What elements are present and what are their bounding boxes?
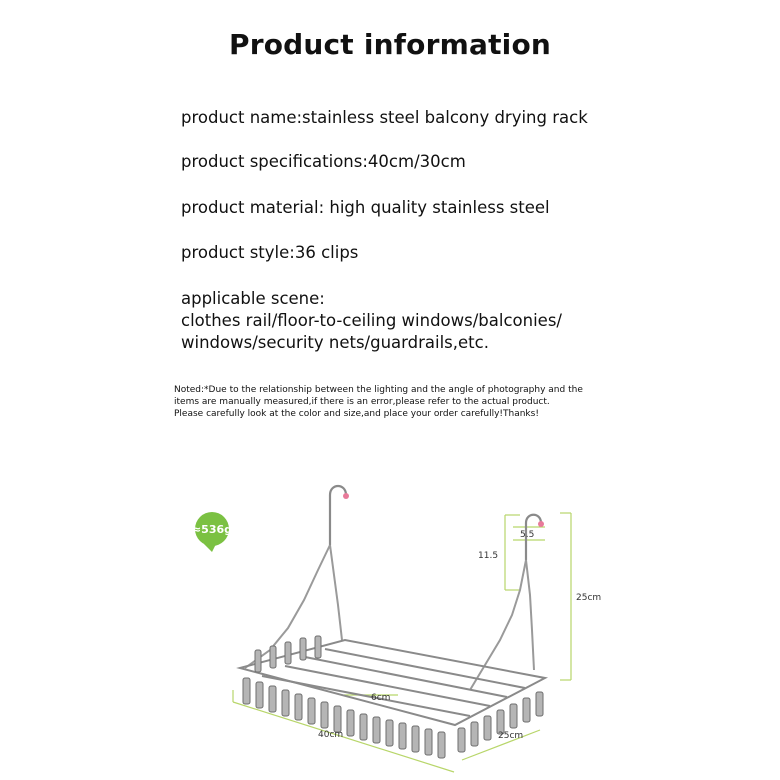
dim-depth: 25cm bbox=[498, 731, 524, 741]
spec-product-name: product name:stainless steel balcony drying rack bbox=[181, 108, 588, 127]
hook-tip-icon bbox=[538, 521, 544, 527]
dim-rail-gap: 6cm bbox=[371, 693, 391, 703]
page-title: Product information bbox=[228, 28, 552, 61]
notice-line-2: items are manually measured,if there is an error,please refer to the actual product. bbox=[174, 397, 550, 407]
notice-line-3: Please carefully look at the color and size,and place your order carefully!Thanks! bbox=[174, 409, 539, 419]
spec-product-style: product style:36 clips bbox=[181, 243, 359, 262]
dim-hook-height: 11.5 bbox=[478, 551, 499, 561]
scene-label: applicable scene: bbox=[181, 289, 325, 308]
scene-line-1: clothes rail/floor-to-ceiling windows/balconies/ bbox=[181, 311, 562, 330]
dim-total-height: 25cm bbox=[576, 593, 602, 603]
dim-length: 40cm bbox=[318, 730, 344, 740]
spec-product-specifications: product specifications:40cm/30cm bbox=[181, 152, 466, 171]
hook-tip-icon bbox=[343, 493, 349, 499]
scene-line-2: windows/security nets/guardrails,etc. bbox=[181, 333, 489, 352]
spec-product-material: product material: high quality stainless steel bbox=[181, 198, 550, 217]
notice-line-1: Noted:*Due to the relationship between the lighting and the angle of photography and the bbox=[174, 385, 583, 395]
weight-badge bbox=[192, 512, 232, 552]
hook-icon bbox=[330, 486, 541, 560]
weight-badge-text: ≈536g bbox=[191, 523, 233, 536]
dim-hook-width: 5.5 bbox=[520, 530, 535, 540]
